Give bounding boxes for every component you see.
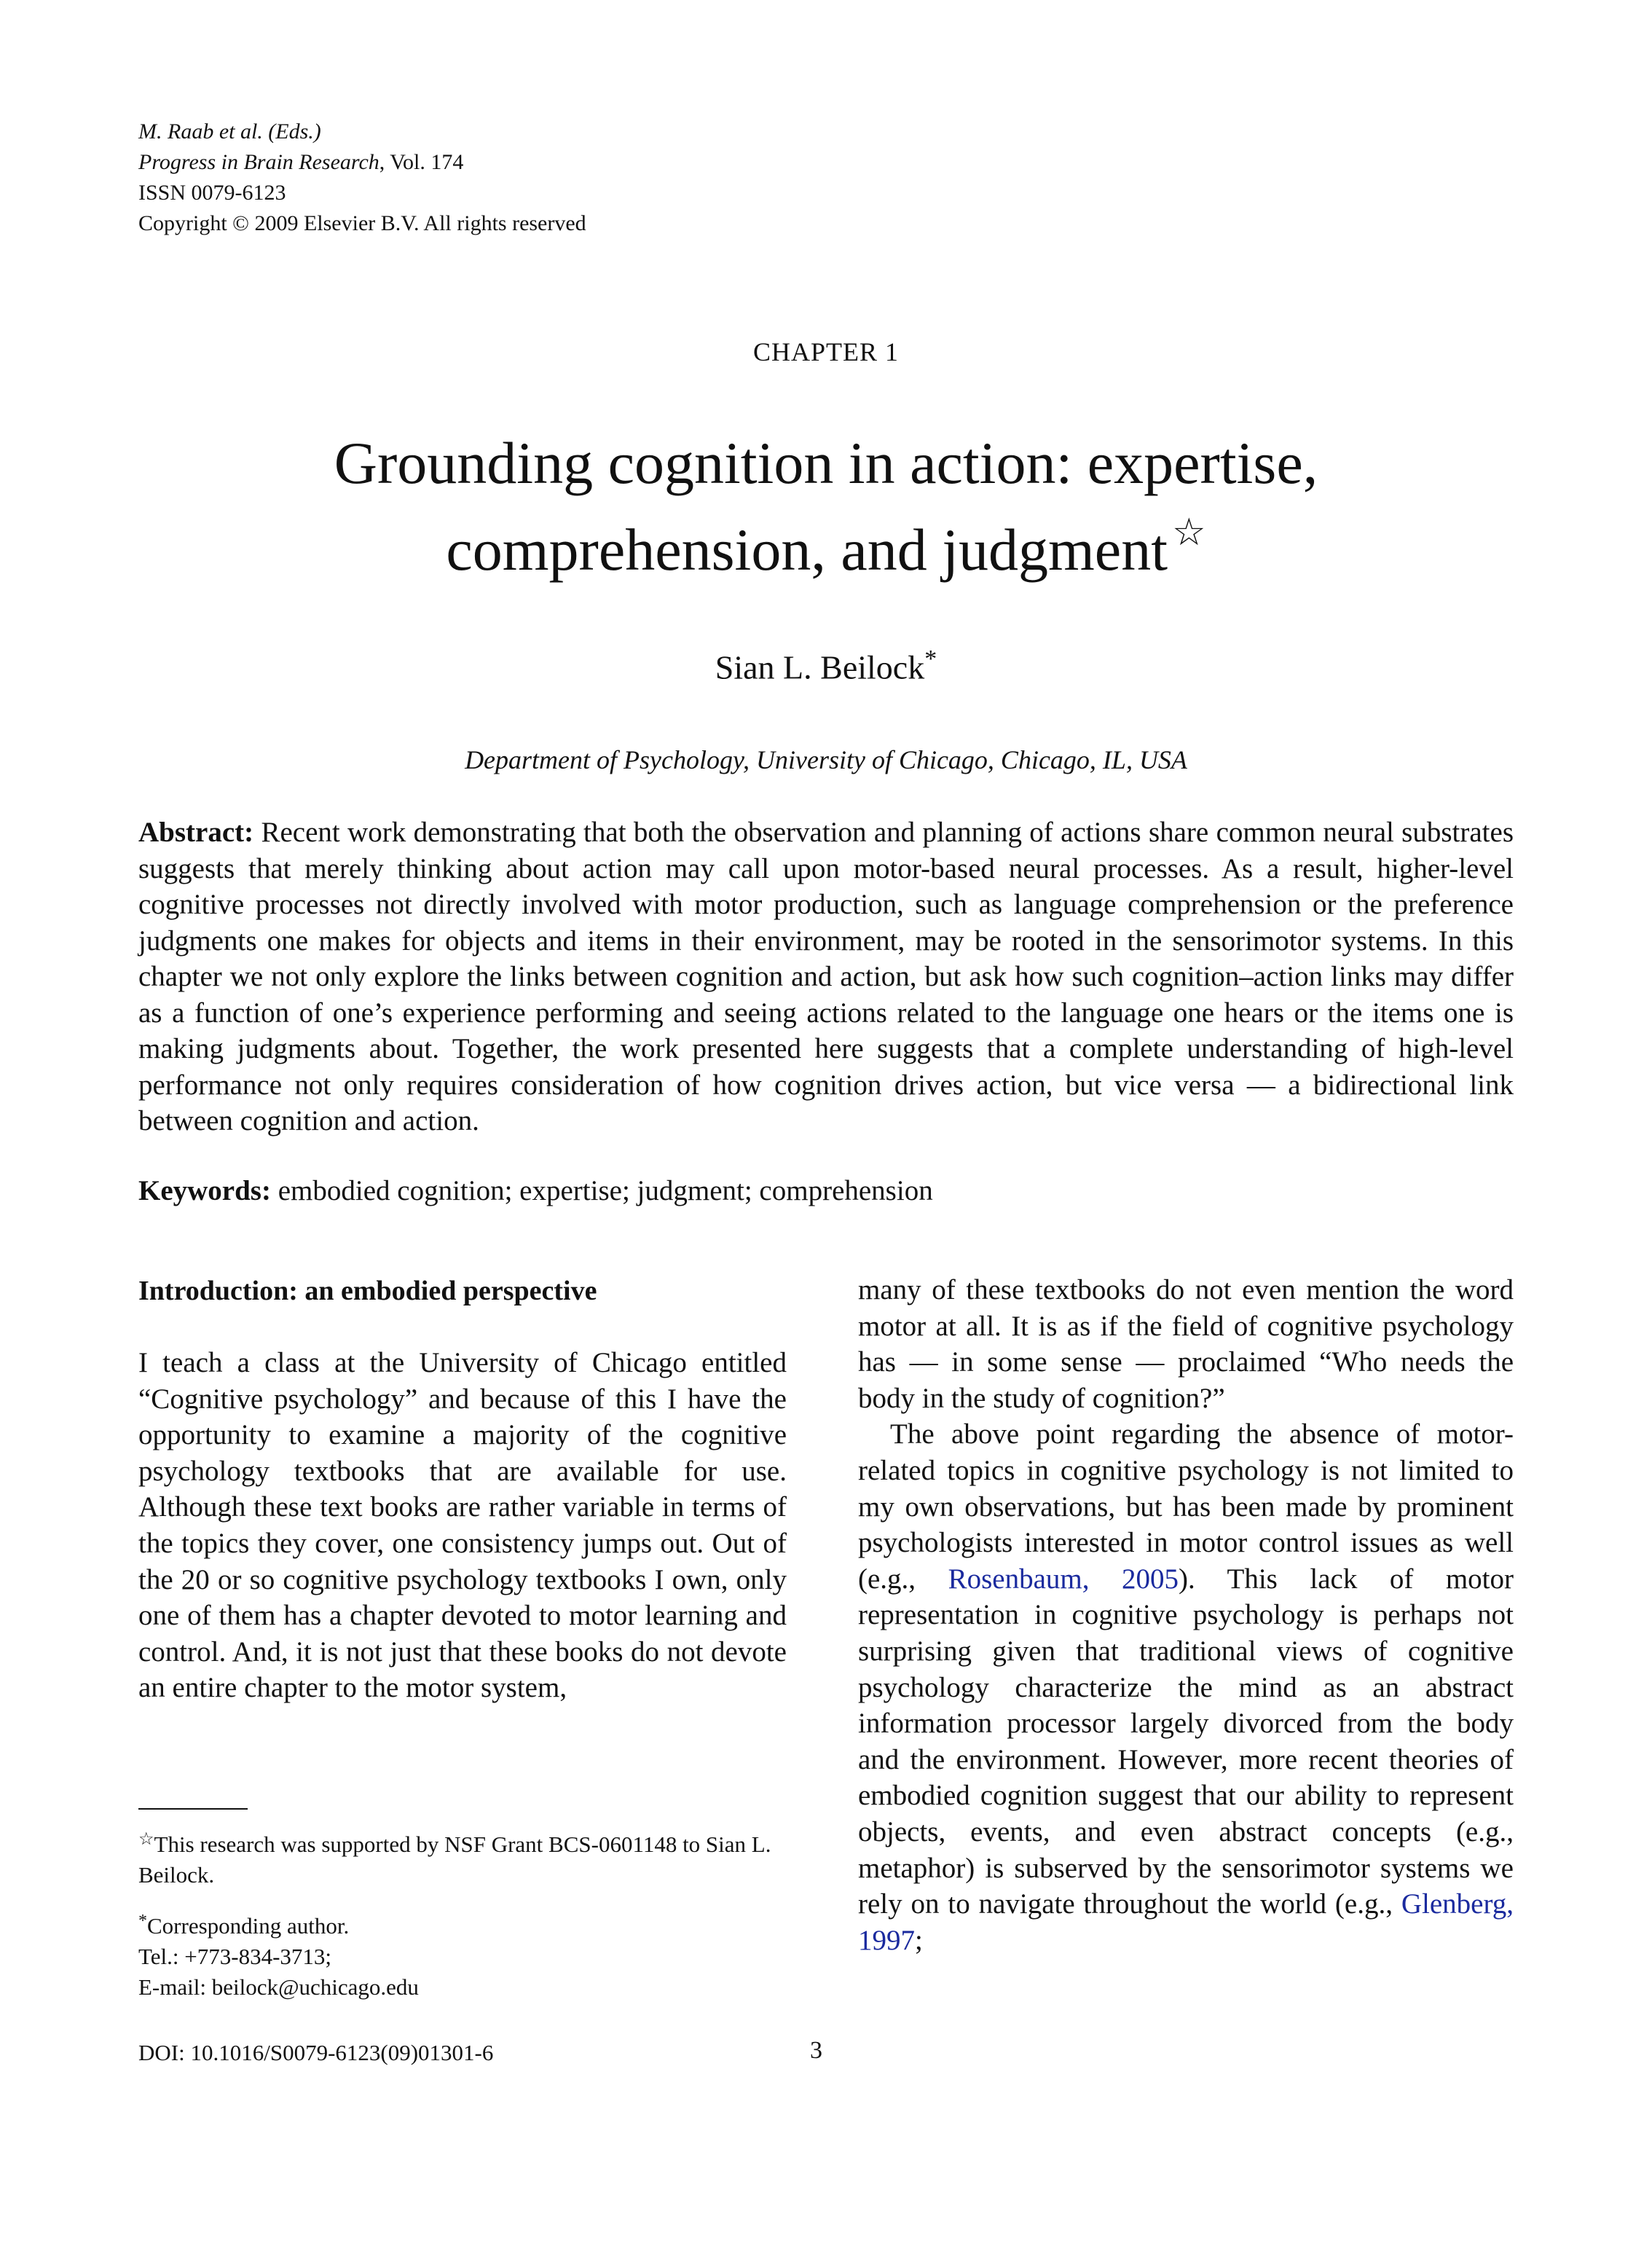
title-line-1: Grounding cognition in action: expertise, — [334, 430, 1318, 496]
affiliation: Department of Psychology, University of Chicago, Chicago, IL, USA — [465, 745, 1187, 774]
asterisk-mark: * — [138, 1912, 147, 1931]
chapter-title — [0, 428, 1652, 585]
footnote-funding: ☆This research was supported by NSF Grant BCS-0601148 to Sian L. Beilock. — [138, 1830, 771, 1888]
author — [0, 645, 1652, 686]
abstract — [138, 814, 1514, 1139]
series-line — [138, 147, 586, 178]
email[interactable]: E-mail: beilock@uchicago.edu — [138, 1974, 419, 2000]
citation-glenberg-link[interactable]: Glenberg, 1997 — [858, 1888, 1514, 1956]
intro-column-right — [858, 1272, 1514, 1958]
intro-paragraph-2: The above point regarding the absence of motor-related topics in cognitive psychology is not limited to my own observations, but has been made by prominent psychologists interested in motor control issues as well (e.g., Rosenbaum, 2005). This lack of motor representation in cognitive psychology is perhaps not surprising given that traditional views of cognitive psychology characterize the mind as an abstract information processor largely divorced from the body and the environment. However, more recent theories of embodied cognition suggest that our ability to represent objects, events, and even abstract concepts (e.g., metaphor) is subserved by the sensorimotor systems we rely on to navigate throughout the world (e.g., Glenberg, 1997; — [858, 1418, 1514, 1956]
keywords-text: embodied cognition; expertise; judgment; comprehension — [278, 1175, 933, 1206]
keywords — [138, 1174, 1514, 1207]
publication-header — [138, 117, 586, 239]
author-name: Sian L. Beilock — [715, 648, 925, 686]
series-name: Progress in Brain Research — [138, 150, 379, 174]
copyright-line: Copyright © 2009 Elsevier B.V. All rights reserved — [138, 211, 586, 235]
volume: , Vol. 174 — [379, 150, 464, 174]
chapter-label: CHAPTER 1 — [752, 337, 900, 366]
intro-paragraph-1: I teach a class at the University of Chicago entitled “Cognitive psychology” and because of this I have the opportunity to examine a majority of the cognitive psychology textbooks that are available for use. Although these text books are rather variable in terms of the topics they cover, one consistency jumps out. Out of the 20 or so cognitive psychology textbooks I own, only one of them has a chapter devoted to motor learning and control. And, it is not just that these books do not devote an entire chapter to the motor system, — [138, 1347, 787, 1704]
intro-paragraph-continued: many of these textbooks do not even mention the word motor at all. It is as if the field of cognitive psychology has — in some sense — proclaimed “Who needs the body in the study of cognition?” — [858, 1274, 1514, 1414]
issn-line: ISSN 0079-6123 — [138, 181, 286, 205]
section-heading: Introduction: an embodied perspective — [138, 1276, 597, 1306]
star-footnote-icon[interactable]: ☆ — [1171, 512, 1206, 554]
footnote-correspondence: *Corresponding author. Tel.: +773-834-3713; E-mail: beilock@uchicago.edu — [138, 1906, 794, 2003]
page-number: 3 — [810, 2037, 822, 2064]
doi: DOI: 10.1016/S0079-6123(09)01301-6 — [138, 2040, 494, 2065]
abstract-label: Abstract: — [138, 817, 254, 848]
intro-paragraph-left — [138, 1345, 787, 1706]
citation-rosenbaum-link[interactable]: Rosenbaum, 2005 — [948, 1563, 1179, 1595]
footnote-divider — [138, 1808, 248, 1810]
telephone: Tel.: +773-834-3713; — [138, 1944, 331, 1969]
author-footnote-mark[interactable]: * — [924, 645, 937, 672]
title-line-2: comprehension, and judgment ☆ — [446, 512, 1206, 583]
keywords-label: Keywords: — [138, 1175, 271, 1206]
star-icon: ☆ — [138, 1830, 154, 1849]
abstract-text: Recent work demonstrating that both the observation and planning of actions share common neural substrates suggests that merely thinking about action may call upon motor-based neural processes. As a result, higher-level cognitive processes not directly involved with motor production, such as language comprehension or the preference judgments one makes for objects and items in their environment, may be rooted in the sensorimotor systems. In this chapter we not only explore the links between cognition and action, but ask how such cognition–action links may differ as a function of one’s experience performing and seeing actions related to the language one hears or the items one is making judgments about. Together, the work presented here suggests that a complete understanding of high-level performance not only requires consideration of how cognition drives action, but vice versa — a bidirectional link between cognition and action. — [138, 817, 1514, 1136]
editors-line: M. Raab et al. (Eds.) — [138, 119, 321, 144]
